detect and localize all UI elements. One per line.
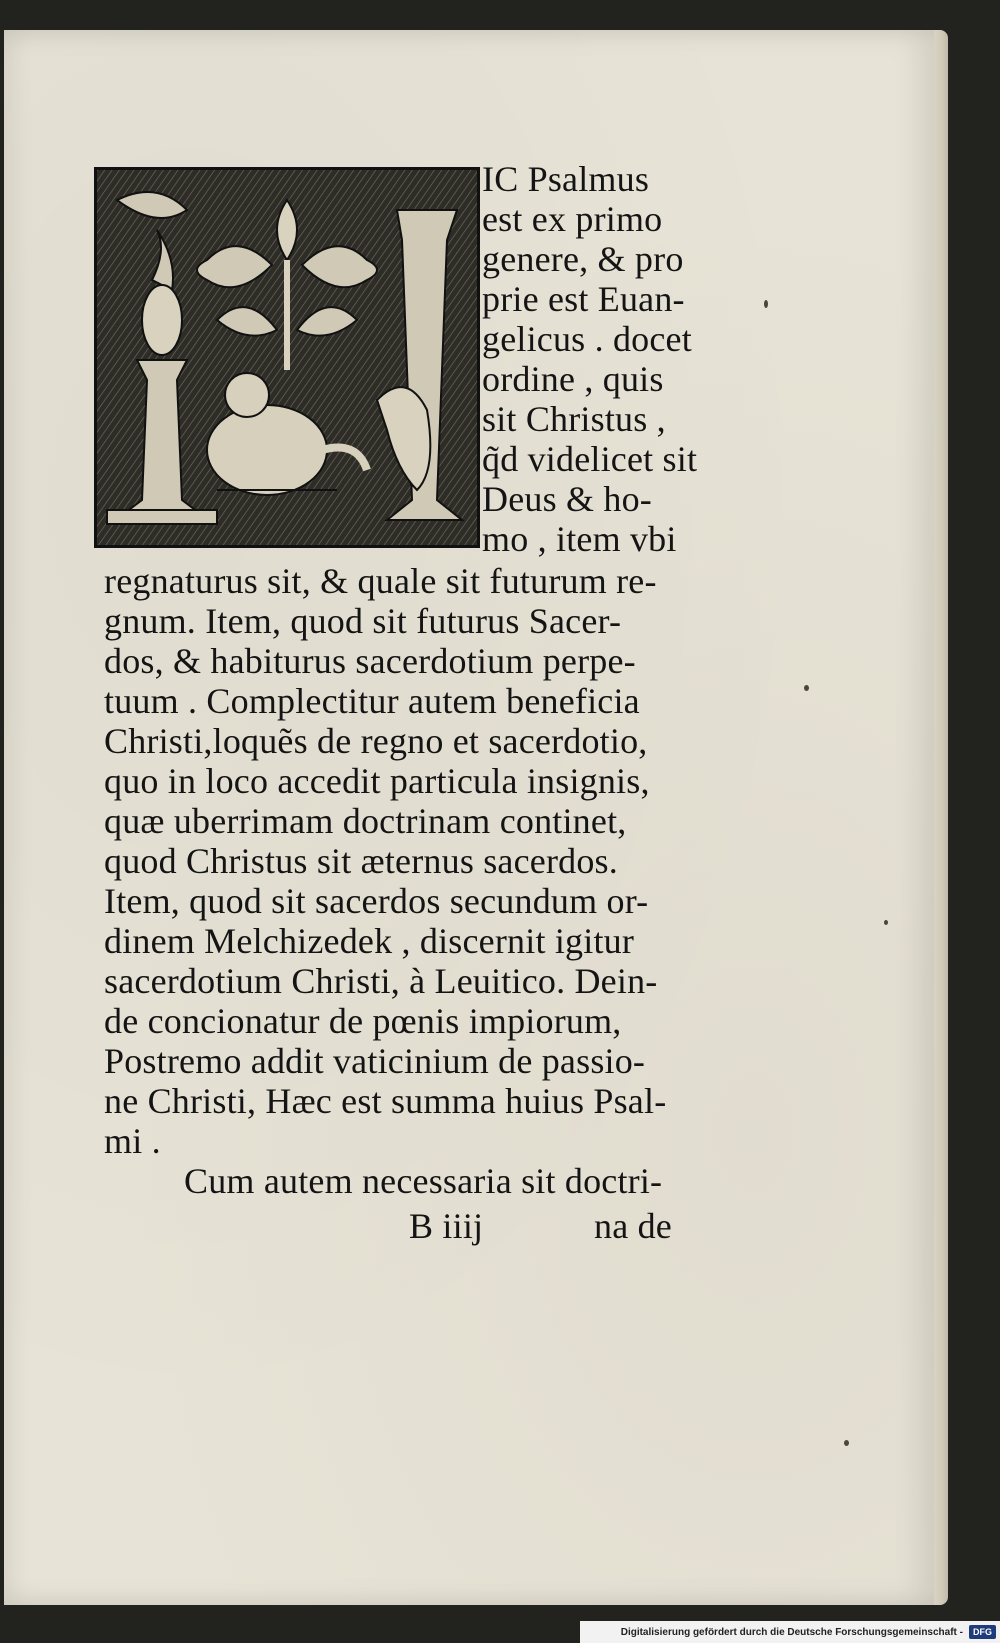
signature-mark: B iiij xyxy=(409,1206,484,1246)
text-line: quo in loco accedit particula insignis, xyxy=(104,761,650,801)
digitization-credit: Digitalisierung gefördert durch die Deutsche Forschungsgemeinschaft - xyxy=(620,1626,963,1638)
text-line: Postremo addit vaticinium de passio- xyxy=(104,1041,646,1081)
text-line: quod Christus sit æternus sacerdos. xyxy=(104,841,618,881)
woodcut-initial-h xyxy=(94,167,480,548)
paper-speck xyxy=(804,685,809,691)
page-edge xyxy=(934,30,948,1605)
paragraph-start: Cum autem necessaria sit doctri- xyxy=(184,1161,663,1201)
text-line: Item, quod sit sacerdos secundum or- xyxy=(104,881,649,921)
digitization-credit-bar xyxy=(580,1621,1000,1643)
text-line: regnaturus sit, & quale sit futurum re- xyxy=(104,561,657,601)
text-line: dinem Melchizedek , discernit igitur xyxy=(104,921,635,961)
text-line: sacerdotium Christi, à Leuitico. Dein- xyxy=(104,961,658,1001)
text-line: gnum. Item, quod sit futurus Sacer- xyxy=(104,601,622,641)
woodcut-illustration-icon xyxy=(97,170,477,545)
paper-speck xyxy=(844,1440,849,1446)
text-line: Deus & ho- xyxy=(482,479,652,519)
text-line: IC Psalmus xyxy=(482,159,650,199)
text-line: est ex primo xyxy=(482,199,663,239)
text-line: ordine , quis xyxy=(482,359,664,399)
text-line: mo , item vbi xyxy=(482,519,677,559)
text-line: de concionatur de pœnis impiorum, xyxy=(104,1001,622,1041)
paper-speck xyxy=(764,300,768,308)
dfg-logo: DFG xyxy=(969,1625,996,1639)
text-line: quæ uberrimam doctrinam continet, xyxy=(104,801,627,841)
text-line: mi . xyxy=(104,1121,161,1161)
book-page xyxy=(4,30,940,1605)
catchword: na de xyxy=(594,1206,672,1246)
text-line: tuum . Complectitur autem beneficia xyxy=(104,681,640,721)
text-line: Christi,loquẽs de regno et sacerdotio, xyxy=(104,721,648,761)
text-line: q̃d videlicet sit xyxy=(482,439,698,479)
text-line: prie est Euan- xyxy=(482,279,685,319)
paper-speck xyxy=(884,920,888,925)
text-line: genere, & pro xyxy=(482,239,684,279)
text-line: sit Christus , xyxy=(482,399,666,439)
text-line: ne Christi, Hæc est summa huius Psal- xyxy=(104,1081,667,1121)
text-line: dos, & habiturus sacerdotium perpe- xyxy=(104,641,636,681)
text-line: gelicus . docet xyxy=(482,319,692,359)
